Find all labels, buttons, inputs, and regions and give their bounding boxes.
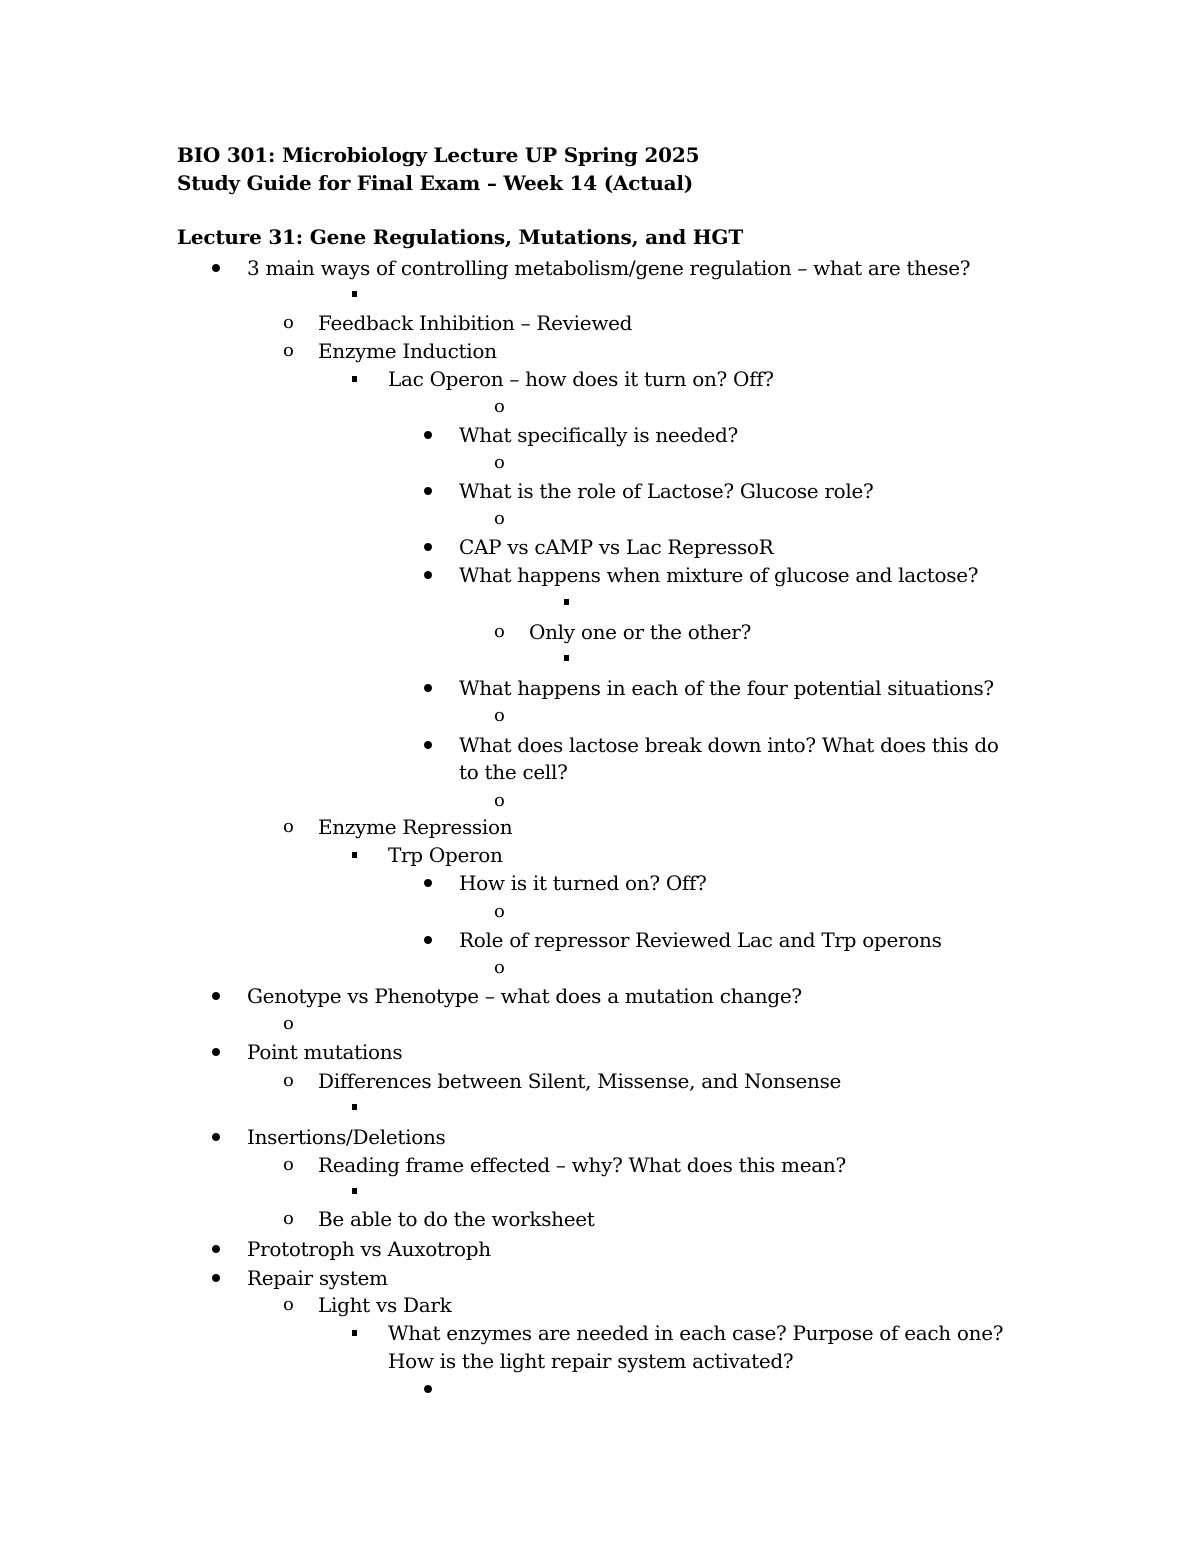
list-item-text: Enzyme Repression [318,815,513,839]
list-item [0,588,1200,616]
list-item-continuation [0,1347,1200,1375]
list-item [0,1067,1200,1095]
list-item [0,787,1200,815]
list-item [0,1123,1200,1151]
list-item [0,674,1200,702]
list-item [0,618,1200,646]
circle-marker: o [283,312,294,333]
circle-marker: o [283,1013,294,1034]
list-item [0,309,1200,337]
list-item [0,561,1200,589]
list-item [0,926,1200,954]
list-item [0,421,1200,449]
list-item [0,393,1200,421]
circle-marker: o [283,340,294,361]
list-item [0,477,1200,505]
list-item-text: How is it turned on? Off? [459,871,707,895]
circle-marker: o [494,790,505,811]
list-item-text: Lac Operon – how does it turn on? Off? [388,367,774,391]
list-item [0,869,1200,897]
list-item-text: Genotype vs Phenotype – what does a mutation change? [247,984,802,1008]
circle-marker: o [283,1154,294,1175]
list-item [0,1319,1200,1347]
lecture-title: Lecture 31: Gene Regulations, Mutations, and HGT [177,225,743,249]
list-item-text: Prototroph vs Auxotroph [247,1237,491,1261]
list-item-text: What is the role of Lactose? Glucose role? [459,479,874,503]
list-item [0,841,1200,869]
list-item [0,1291,1200,1319]
circle-marker: o [283,816,294,837]
list-item [0,644,1200,672]
list-item [0,365,1200,393]
list-item-text: Only one or the other? [529,620,751,644]
list-item-text: Trp Operon [388,843,503,867]
list-item [0,1177,1200,1205]
circle-marker: o [494,452,505,473]
list-item-text: Reading frame effected – why? What does this mean? [318,1153,846,1177]
list-item [0,731,1200,759]
list-item [0,1264,1200,1292]
list-item [0,533,1200,561]
list-item [0,254,1200,282]
list-item-text: CAP vs cAMP vs Lac RepressoR [459,535,774,559]
list-item-text: 3 main ways of controlling metabolism/gene regulation – what are these? [247,256,971,280]
list-item [0,1151,1200,1179]
list-item-text: How is the light repair system activated? [388,1349,794,1373]
list-item-text: Role of repressor Reviewed Lac and Trp operons [459,928,942,952]
list-item-text: What enzymes are needed in each case? Purpose of each one? [388,1321,1004,1345]
circle-marker: o [494,705,505,726]
list-item [0,1093,1200,1121]
list-item-text: Enzyme Induction [318,339,497,363]
list-item-text: Be able to do the worksheet [318,1207,595,1231]
course-title: BIO 301: Microbiology Lecture UP Spring 2025 [177,143,700,167]
list-item [0,1375,1200,1403]
list-item [0,337,1200,365]
list-item [0,1038,1200,1066]
list-item-text: Repair system [247,1266,388,1290]
list-item [0,1235,1200,1263]
list-item [0,280,1200,308]
circle-marker: o [494,957,505,978]
list-item [0,898,1200,926]
list-item-text: Insertions/Deletions [247,1125,446,1149]
circle-marker: o [283,1294,294,1315]
list-item-continuation [0,758,1200,786]
list-item-text: to the cell? [459,760,568,784]
circle-marker: o [494,621,505,642]
list-item-text: What happens when mixture of glucose and lactose? [459,563,979,587]
circle-marker: o [494,901,505,922]
circle-marker: o [283,1070,294,1091]
list-item-text: What specifically is needed? [459,423,738,447]
guide-title: Study Guide for Final Exam – Week 14 (Actual) [177,171,694,195]
list-item [0,813,1200,841]
list-item [0,954,1200,982]
circle-marker: o [494,508,505,529]
list-item [0,702,1200,730]
list-item-text: What does lactose break down into? What does this do [459,733,999,757]
list-item [0,1205,1200,1233]
circle-marker: o [494,396,505,417]
circle-marker: o [283,1208,294,1229]
list-item-text: Light vs Dark [318,1293,452,1317]
list-item [0,449,1200,477]
list-item [0,505,1200,533]
list-item-text: What happens in each of the four potential situations? [459,676,994,700]
list-item-text: Differences between Silent, Missense, and Nonsense [318,1069,842,1093]
list-item-text: Point mutations [247,1040,403,1064]
list-item-text: Feedback Inhibition – Reviewed [318,311,633,335]
list-item [0,982,1200,1010]
list-item [0,1010,1200,1038]
